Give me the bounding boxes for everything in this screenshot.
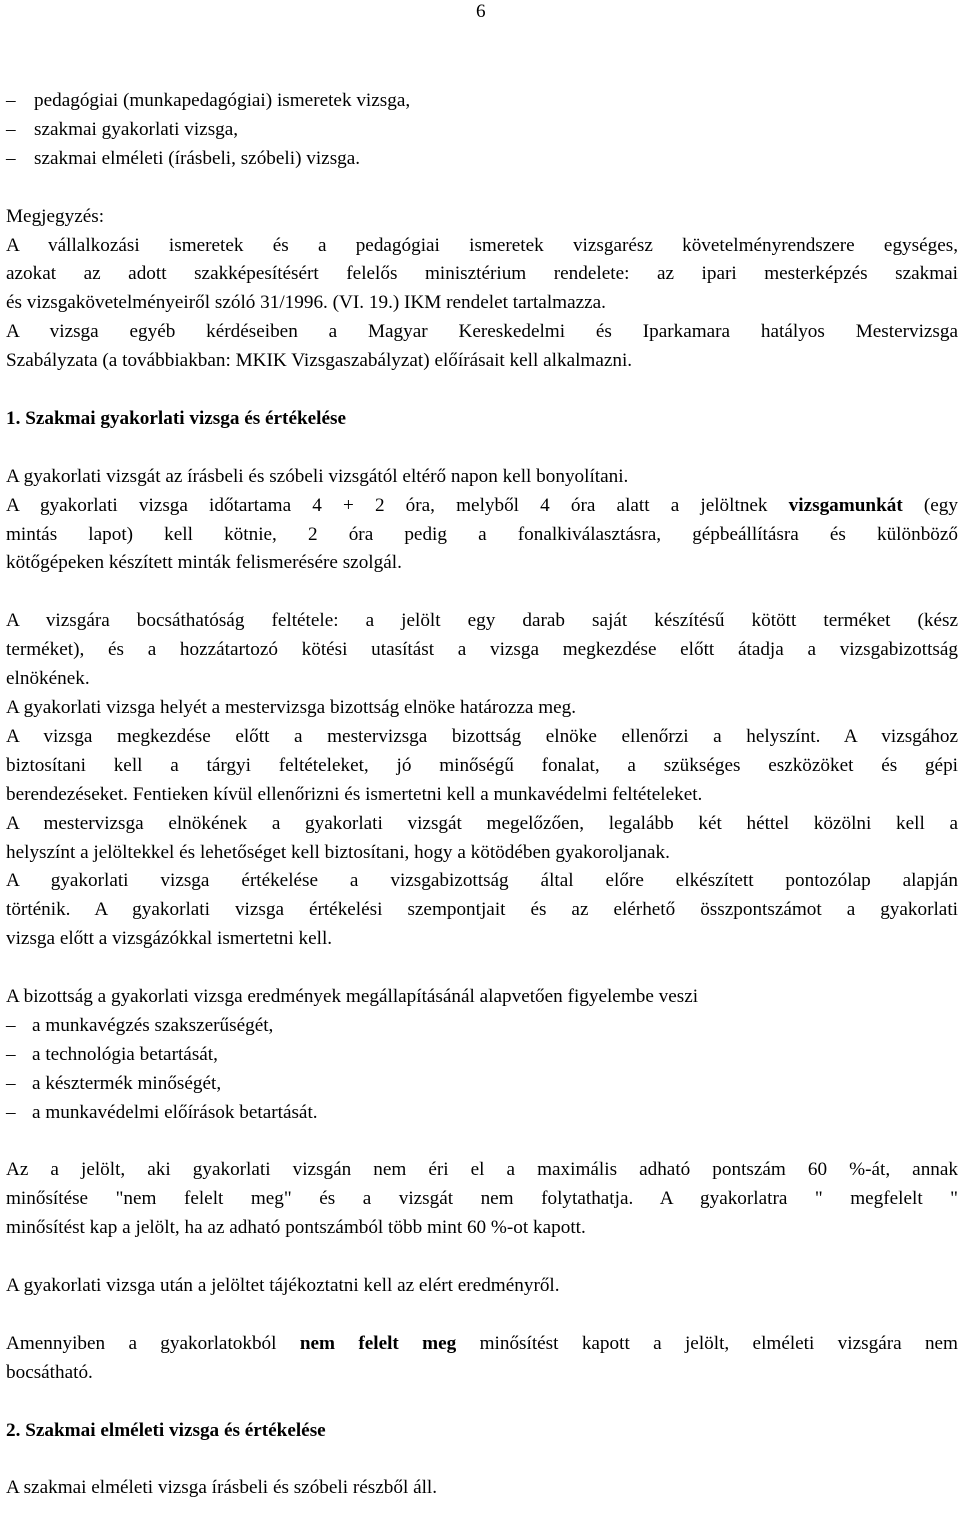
- paragraph: A gyakorlati vizsga helyét a mestervizsga bizottság elnöke határozza meg.: [6, 696, 577, 718]
- text-line: A vizsgára bocsáthatóság feltétele: a jelölt egy darab saját készítésű kötött terméket (kész: [6, 610, 958, 632]
- paragraph: A bizottság a gyakorlati vizsga eredmények megállapításánál alapvetően figyelembe veszi: [6, 986, 699, 1008]
- text-line: bocsátható.: [6, 1361, 93, 1383]
- text-line: elnökének.: [6, 668, 90, 690]
- text-line: történik. A gyakorlati vizsga értékelési szempontjait és az elérhető összpontszámot a gyakorlati: [6, 899, 958, 921]
- bold-term: nem felelt meg: [299, 1332, 457, 1354]
- text-line: Az a jelölt, aki gyakorlati vizsgán nem éri el a maximális adható pontszám 60 %-át, annak: [6, 1159, 958, 1181]
- text-line: mintás lapot) kell kötnie, 2 óra pedig a fonalkiválasztásra, gépbeállításra és különböző: [6, 523, 958, 545]
- paragraph: A gyakorlati vizsgát az írásbeli és szóbeli vizsgától eltérő napon kell bonyolítani.: [6, 465, 629, 487]
- list-item: – a késztermék minőségét,: [6, 1070, 958, 1099]
- text-line: A vizsga egyéb kérdéseiben a Magyar Kereskedelmi és Iparkamara hatályos Mestervizsga: [6, 321, 958, 343]
- text-line: vizsga előtt a vizsgázókkal ismertetni kell.: [6, 928, 333, 950]
- list-item: – szakmai elméleti (írásbeli, szóbeli) vizsga.: [6, 145, 958, 174]
- text-line: A vizsga megkezdése előtt a mestervizsga bizottság elnöke ellenőrzi a helyszínt. A vizsgához: [6, 725, 958, 747]
- text-line: és vizsgakövetelményeiről szóló 31/1996. (VI. 19.) IKM rendelet tartalmazza.: [6, 292, 606, 314]
- note-block: [6, 203, 958, 376]
- page-number: 6: [476, 1, 486, 22]
- text-line: terméket), és a hozzátartozó kötési utasítást a vizsga megkezdése előtt átadja a vizsgabizottság: [6, 639, 958, 661]
- section-heading: 2. Szakmai elméleti vizsga és értékelése: [6, 1419, 326, 1441]
- criteria-list: [6, 1012, 958, 1128]
- text-line: biztosítani kell a tárgyi feltételeket, jó minőségű fonalat, a szükséges eszközöket és gépi: [6, 754, 958, 776]
- section-heading: 1. Szakmai gyakorlati vizsga és értékelése: [6, 407, 346, 429]
- paragraph: A gyakorlati vizsga után a jelöltet tájékoztatni kell az elért eredményről.: [6, 1275, 560, 1297]
- text-line: A gyakorlati vizsga időtartama 4 + 2 óra, melyből 4 óra alatt a jelöltnek vizsgamunkát (egy: [6, 494, 958, 516]
- text-line: azokat az adott szakképesítésért felelős minisztérium rendelete: az ipari mesterképzés szakmai: [6, 263, 958, 285]
- exam-parts-list: [6, 87, 958, 174]
- bold-term: vizsgamunkát: [788, 494, 903, 516]
- text-line: minősítést kap a jelölt, ha az adható pontszámból több mint 60 %-ot kapott.: [6, 1217, 586, 1239]
- text-line: minősítése "nem felelt meg" és a vizsgát nem folytathatja. A gyakorlatra " megfelelt ": [6, 1188, 958, 1210]
- text-line: A mestervizsga elnökének a gyakorlati vizsgát megelőzően, legalább két héttel közölni kell a: [6, 812, 958, 834]
- text-line: A vállalkozási ismeretek és a pedagógiai ismeretek vizsgarész követelményrendszere egységes,: [6, 234, 958, 256]
- note-label: Megjegyzés:: [6, 205, 105, 227]
- list-item: – a munkavédelmi előírások betartását.: [6, 1099, 958, 1128]
- list-item: – pedagógiai (munkapedagógiai) ismeretek vizsga,: [6, 87, 958, 116]
- list-item: – a munkavégzés szakszerűségét,: [6, 1012, 958, 1041]
- page-content: [6, 87, 958, 1503]
- text-line: berendezéseket. Fentieken kívül ellenőrizni és ismertetni kell a munkavédelmi feltételeket.: [6, 783, 703, 805]
- paragraph: A szakmai elméleti vizsga írásbeli és szóbeli részből áll.: [6, 1477, 438, 1499]
- text-line: helyszínt a jelöltekkel és lehetőséget kell biztosítani, hogy a kötödében gyakoroljanak.: [6, 841, 670, 863]
- list-item: – a technológia betartását,: [6, 1041, 958, 1070]
- list-item: – szakmai gyakorlati vizsga,: [6, 116, 958, 145]
- text-line: Amennyiben a gyakorlatokból nem felelt meg minősítést kapott a jelölt, elméleti vizsgára nem: [6, 1332, 958, 1354]
- text-line: Szabályzata (a továbbiakban: MKIK Vizsgaszabályzat) előírásait kell alkalmazni.: [6, 350, 633, 372]
- text-line: kötőgépeken készített minták felismerésére szolgál.: [6, 552, 402, 574]
- text-line: A gyakorlati vizsga értékelése a vizsgabizottság által előre elkészített pontozólap alapján: [6, 870, 958, 892]
